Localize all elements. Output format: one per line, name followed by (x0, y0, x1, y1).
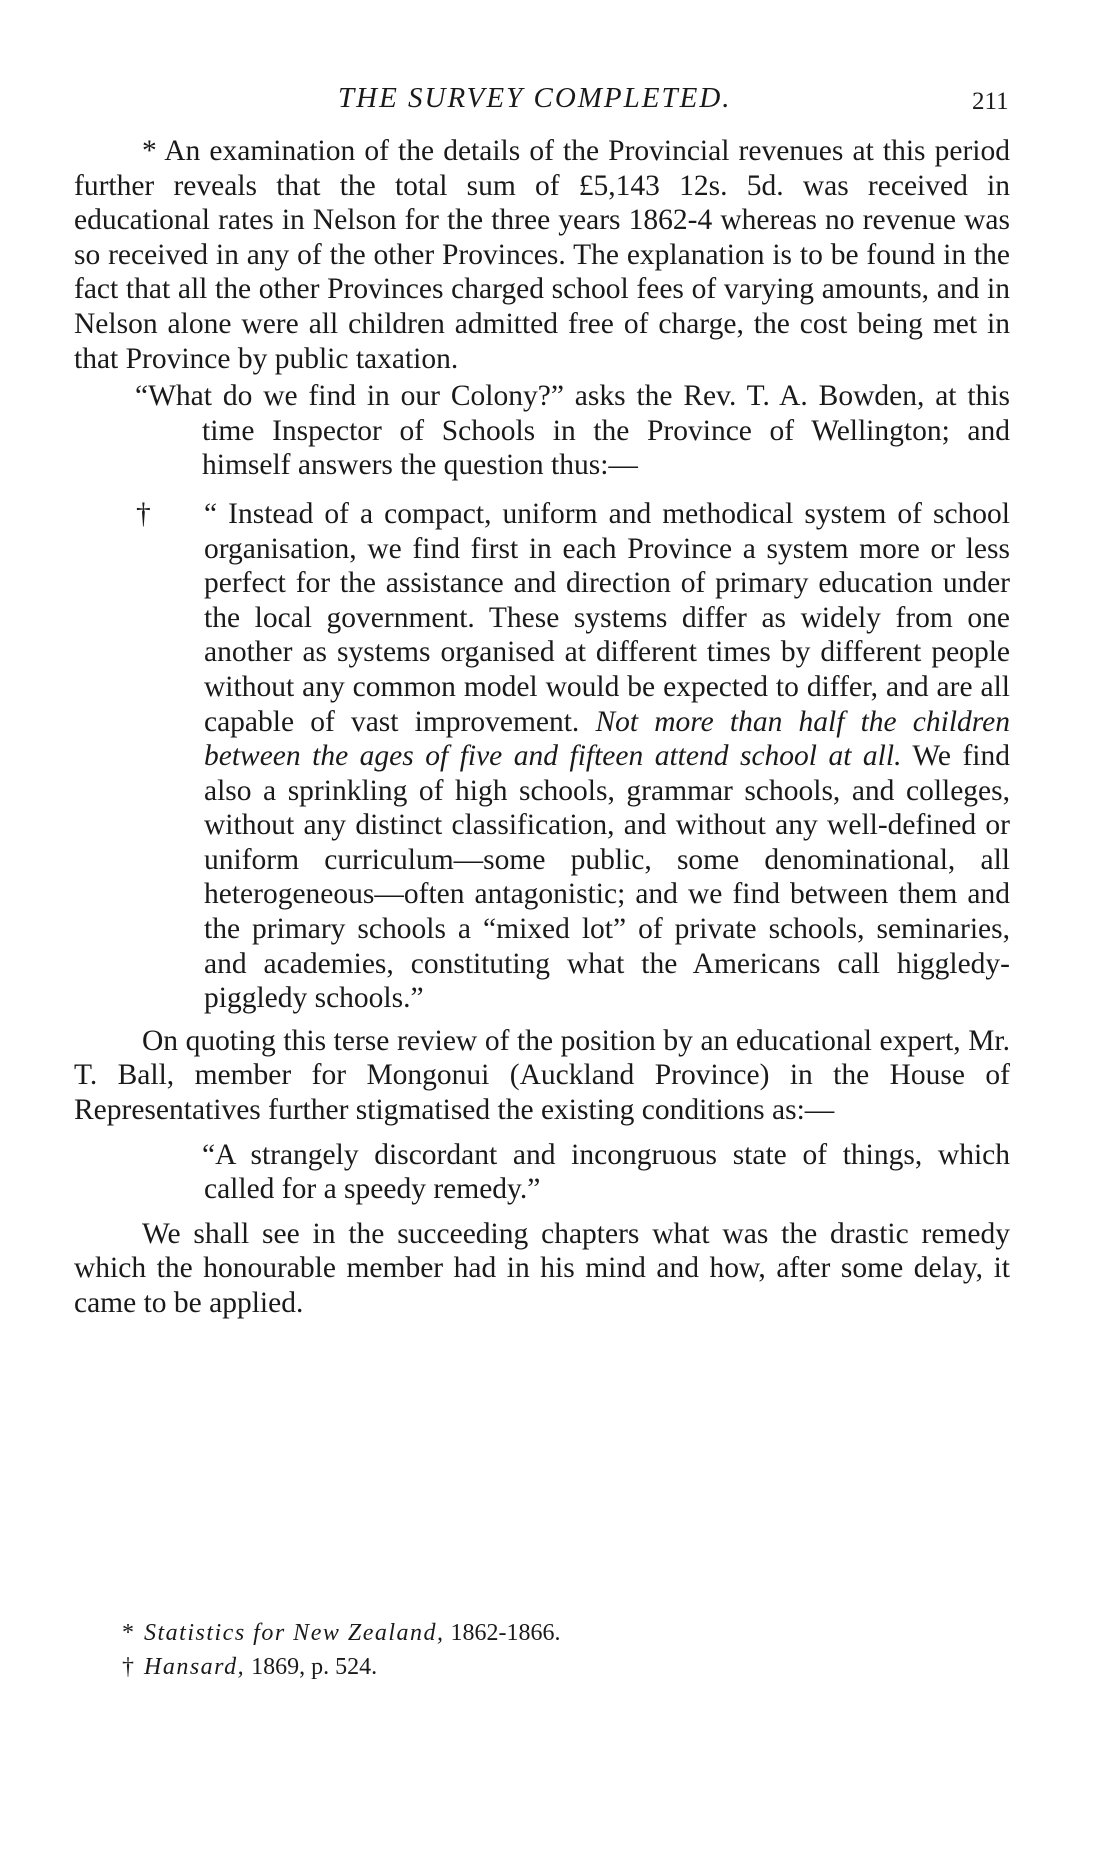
paragraph-bowden-question: “What do we find in our Colony?” asks the Rev. T. A. Bowden, at this time Inspector of Schools in the Province of Wellington; and himself answers the question thus:— (135, 380, 1010, 482)
body-text (74, 134, 1010, 1321)
page-number: 211 (972, 88, 1009, 115)
paragraph-closing: We shall see in the succeeding chapters what was the drastic remedy which the honourable member had in his mind and how, after some delay, it came to be applied. (74, 1217, 1010, 1319)
footnote-detail: 1869, p. 524. (245, 1654, 378, 1680)
paragraph-provincial-revenues: * An examination of the details of the Provincial revenues at this period further reveals that the total sum of £5,143 12s. 5d. was received in educational rates in Nelson for the three years 1862-4 whereas no revenue was so received in any of the other Provinces. The explanation is to be found in the fact that all the other Provinces charged school fees of varying amounts, and in Nelson alone were all children admitted free of charge, the cost being met in that Province by public taxation. (74, 135, 1010, 375)
paragraph-ball-review: On quoting this terse review of the position by an educational expert, Mr. T. Ball, member for Mongonui (Auckland Province) in the House of Representatives further stigmatised the existing conditions as:— (74, 1024, 1010, 1127)
footnote-source-title: Hansard, (144, 1654, 246, 1680)
running-head: THE SURVEY COMPLETED. (338, 82, 732, 114)
footnote-mark: * (122, 1620, 134, 1646)
quote-text-part-1: “ Instead of a compact, uniform and methodical system of school organisation, we find first in each Province a system more or less perfect for the assistance and direction of primary education under the local government. These systems differ as widely from one another as systems organised at different times by different people without any common model would be expected to differ, and are all capable of vast improvement. (204, 497, 1010, 738)
footnotes (122, 1616, 922, 1684)
footnote-mark: † (122, 1654, 134, 1680)
quote-text-part-2: We find also a sprinkling of high schools, grammar schools, and colleges, without any distinct classification, and without any well-defined or uniform curriculum—some public, some denominational, all heterogeneous—often antagonistic; and we find between them and the primary schools a “mixed lot” of private schools, seminaries, and academies, constituting what the Americans call higgledy-piggledy schools.” (204, 740, 1011, 1015)
page-header (0, 82, 1114, 122)
dagger-footnote-mark: † (136, 497, 151, 530)
footnote-statistics (122, 1616, 922, 1650)
block-quote-ball: “A strangely discordant and incongruous state of things, which called for a speedy remedy.” (202, 1138, 1010, 1206)
footnote-detail: 1862-1866. (444, 1620, 561, 1646)
footnote-source-title: Statistics for New Zealand, (144, 1620, 445, 1646)
quote-italic-emphasis: Not more than half the children between the ages of five and fifteen attend school at all. (204, 705, 1010, 773)
footnote-hansard (122, 1650, 922, 1684)
block-quote-bowden (74, 497, 1010, 1016)
